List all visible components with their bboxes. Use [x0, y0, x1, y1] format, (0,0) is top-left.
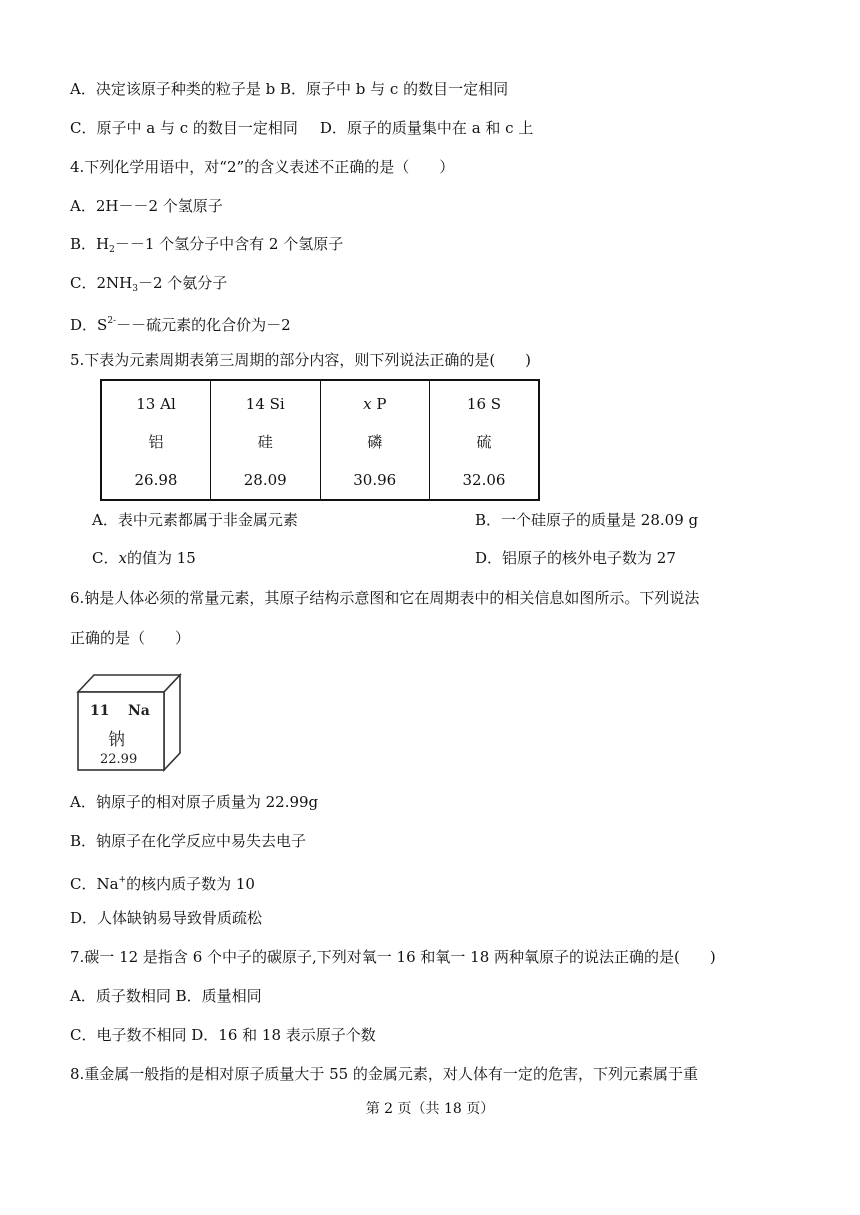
q8-stem: 8.重金属一般指的是相对原子质量大于 55 的金属元素，对人体有一定的危害，下列元素属于重	[70, 1065, 698, 1083]
q4-stem: 4.下列化学用语中，对“2”的含义表述不正确的是（ ）	[70, 158, 455, 176]
q6-option-a: A．钠原子的相对原子质量为 22.99g	[70, 793, 319, 811]
q6-option-d: D．人体缺钠易导致骨质疏松	[70, 909, 263, 927]
q5-option-d: D．铝原子的核外电子数为 27	[475, 549, 676, 567]
q7-stem: 7.碳一 12 是指含 6 个中子的碳原子,下列对氧一 16 和氧一 18 两种氧原子的说法正确的是( )	[70, 948, 716, 966]
q4-option-c: C．$2NH_3-2$ 个氨分子	[70, 274, 228, 294]
q5-stem: 5.下表为元素周期表第三周期的部分内容，则下列说法正确的是( )	[70, 351, 532, 369]
q5-option-b: B．一个硅原子的质量是 28.09 g	[475, 511, 699, 529]
q5-option-a: A．表中元素都属于非金属元素	[92, 511, 298, 529]
card-atomic-mass: 22.99	[100, 752, 138, 767]
q6-option-b: B．钠原子在化学反应中易失去电子	[70, 832, 307, 850]
q4-option-d: D．$S^{2-}--$硫元素的化合价为－2	[70, 316, 291, 334]
q5-option-c: C．x的值为 15	[92, 549, 196, 567]
q6-option-c: C．Na+的核内质子数为 10	[70, 875, 255, 893]
element-cell-s: 16 S 硫 32.06	[430, 380, 540, 500]
q3-option-d: D．原子的质量集中在 a 和 c 上	[319, 119, 534, 137]
q3-option-cd	[70, 118, 533, 138]
q4-option-a: A．2H－－2 个氢原子	[70, 197, 223, 215]
element-cell-si: 14 Si 硅 28.09	[211, 380, 321, 500]
q6-stem-line2: 正确的是（ ）	[70, 629, 191, 647]
q6-stem-line1: 6.钠是人体必须的常量元素，其原子结构示意图和它在周期表中的相关信息如图所示。下列说法	[70, 589, 700, 607]
sodium-element-card	[72, 672, 184, 772]
card-element-name: 钠	[108, 730, 125, 750]
card-atomic-number: 11	[90, 703, 110, 719]
element-cell-al: 13 Al 铝 26.98	[101, 380, 211, 500]
periodic-table-excerpt	[100, 379, 540, 501]
q3-option-ab: A．决定该原子种类的粒子是 b B．原子中 b 与 c 的数目一定相同	[70, 80, 509, 98]
q3-option-c: C．原子中 a 与 c 的数目一定相同	[70, 119, 298, 137]
page-footer: 第 2 页（共 18 页）	[365, 1101, 495, 1117]
q7-options-ab: A．质子数相同 B．质量相同	[70, 987, 262, 1005]
q4-option-b: B．$H_2--1$ 个氢分子中含有 2 个氢原子	[70, 235, 344, 255]
element-cell-p: x P 磷 30.96	[320, 380, 430, 500]
q7-options-cd: C．电子数不相同 D．16 和 18 表示原子个数	[70, 1026, 376, 1044]
card-symbol: Na	[128, 703, 150, 719]
